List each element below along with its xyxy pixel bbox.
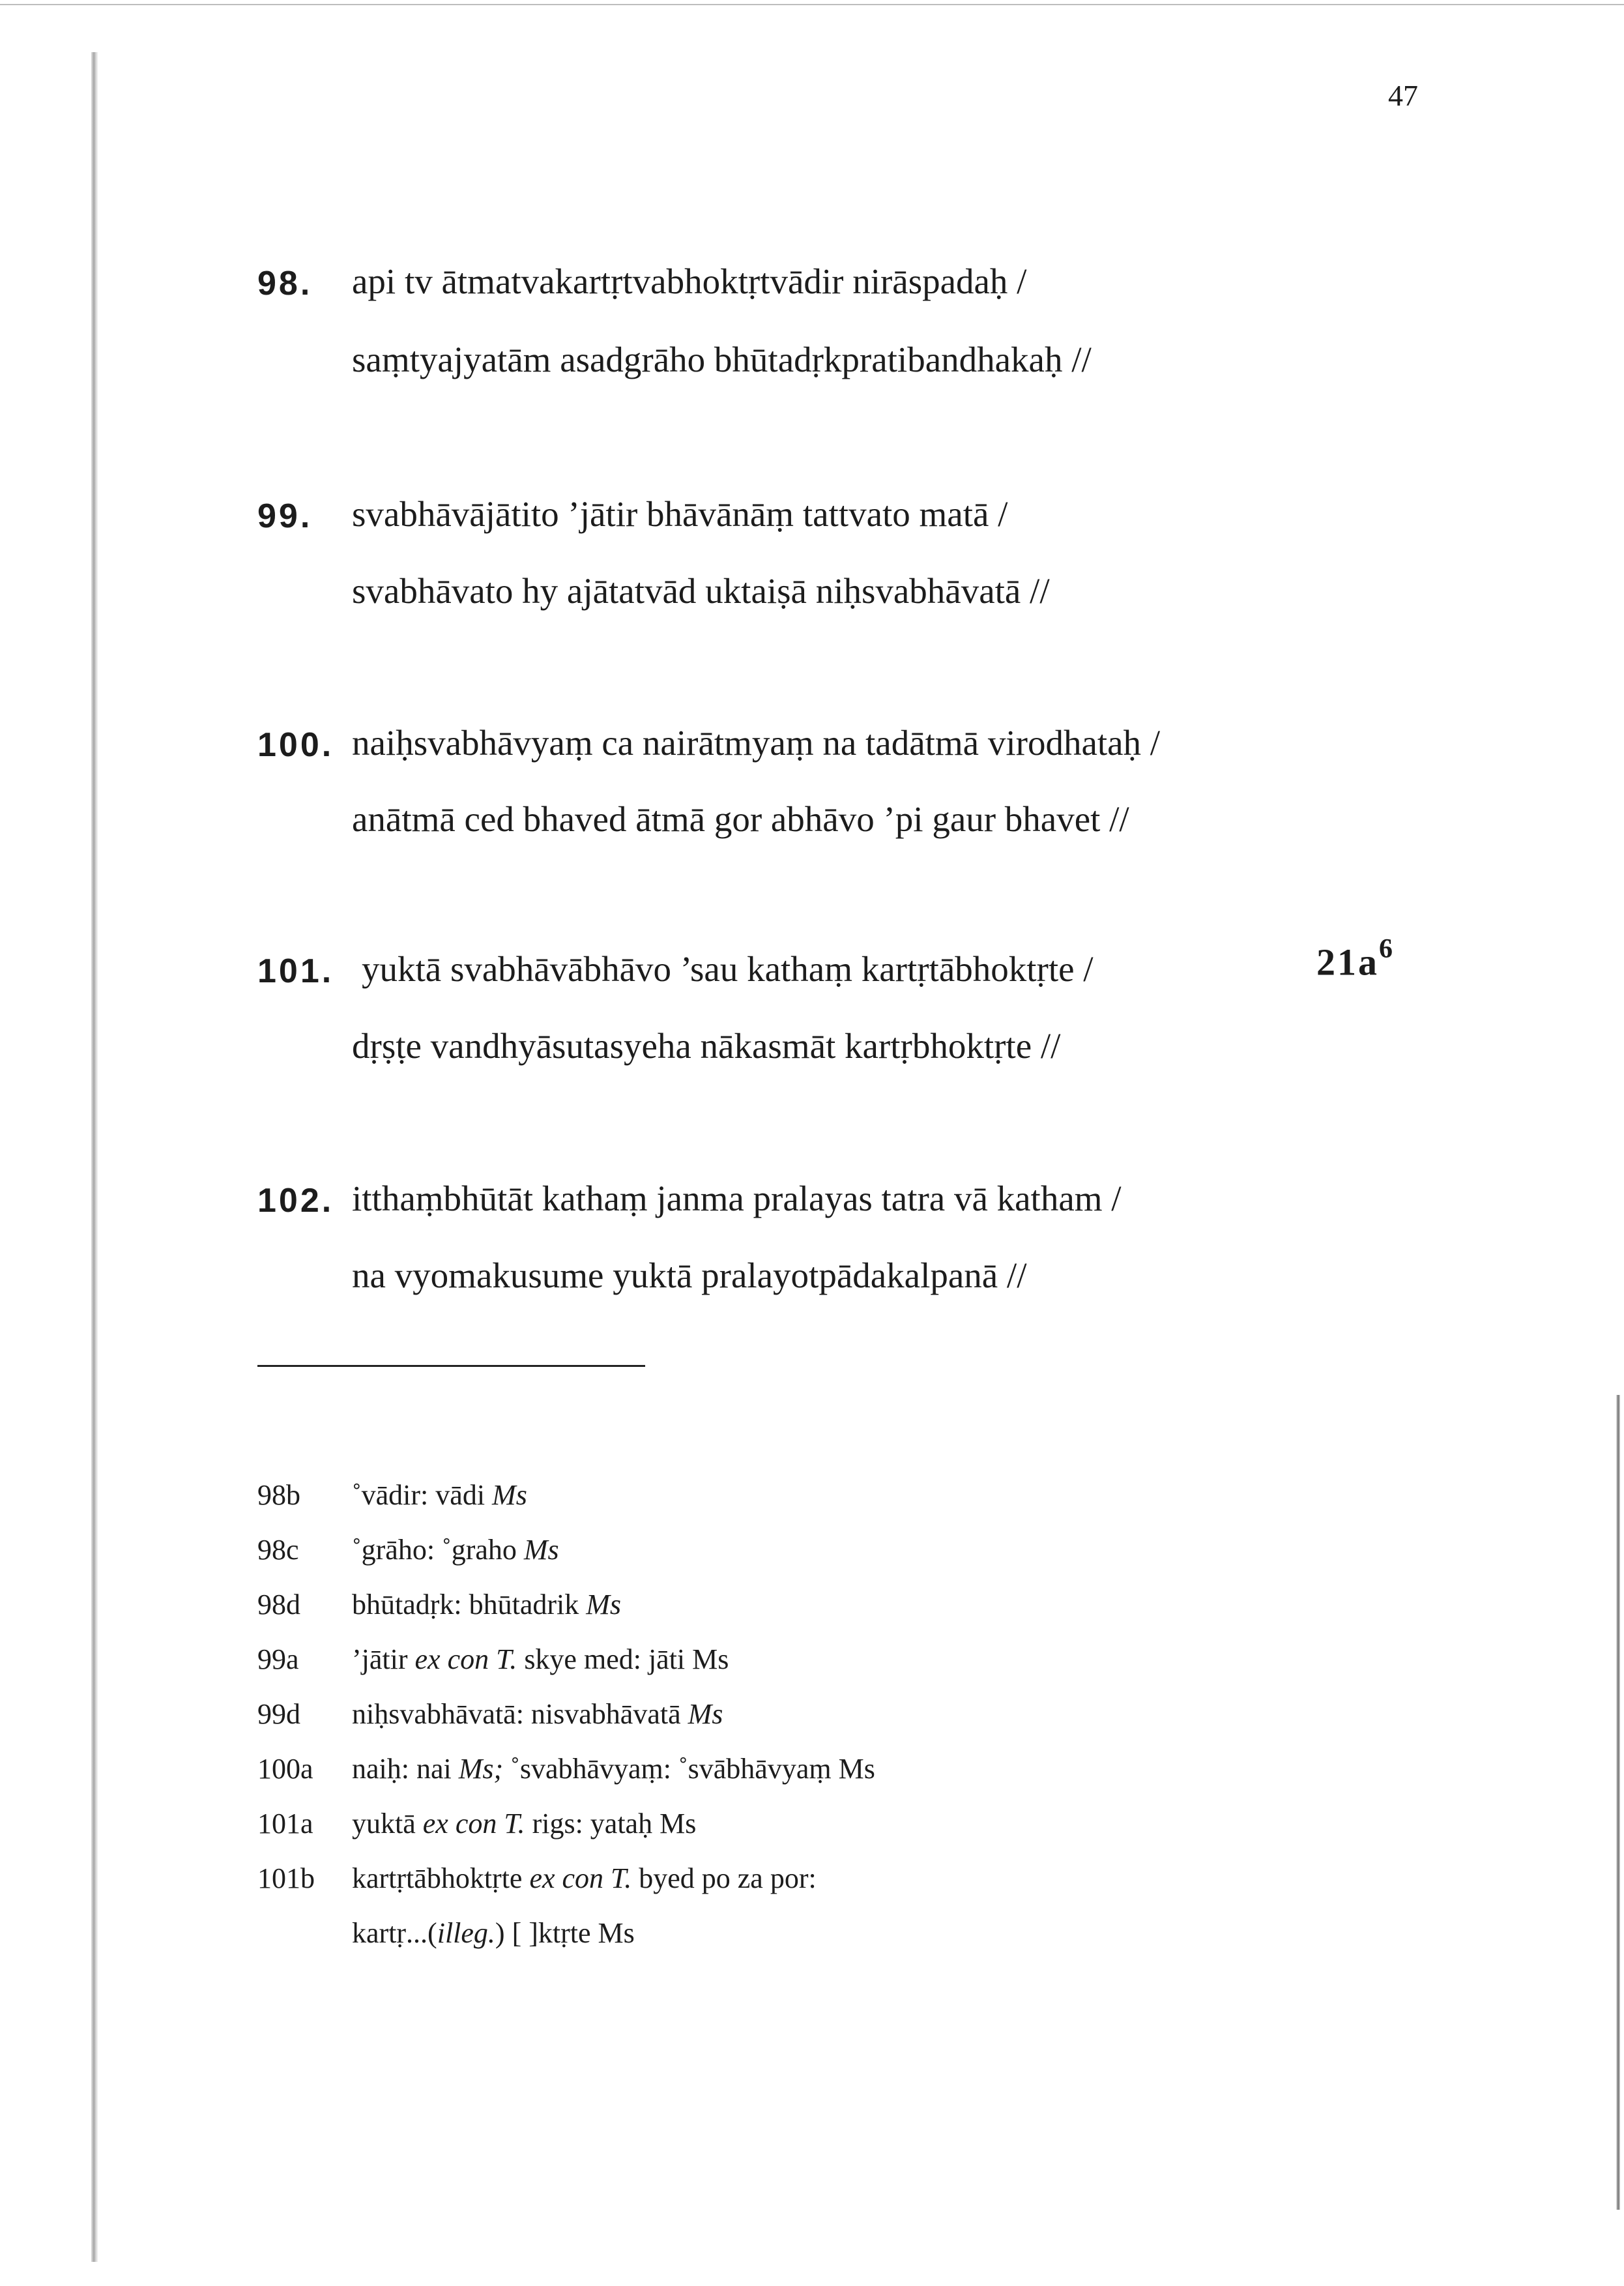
footnote-text: ’jātir ex con T. skye med: jāti Ms (352, 1643, 729, 1675)
scan-top-edge (0, 4, 1624, 5)
footnote-label: 98b (257, 1479, 300, 1511)
footnote-label: 101a (257, 1808, 313, 1839)
footnote-label: 99d (257, 1698, 300, 1730)
footnote-text: yuktā ex con T. rigs: yataḥ Ms (352, 1808, 697, 1839)
footnote-text: niḥsvabhāvatā: nisvabhāvatā Ms (352, 1698, 723, 1730)
folio-base: 21a (1316, 941, 1379, 984)
footnote-divider (257, 1365, 645, 1367)
verse-number: 98. (257, 265, 313, 302)
verse-line: itthaṃbhūtāt kathaṃ janma pralayas tatra vā katham / (352, 1179, 1122, 1218)
footnote-label: 98d (257, 1589, 300, 1620)
verse-number: 102. (257, 1182, 334, 1220)
folio-superscript: 6 (1379, 934, 1395, 964)
footnote-text: naiḥ: nai Ms; ˚svabhāvyaṃ: ˚svābhāvyaṃ Ms (352, 1753, 875, 1785)
footnote-label: 101b (257, 1862, 315, 1894)
verse-number: 101. (257, 952, 334, 990)
verse-line: na vyomakusume yuktā pralayotpādakalpanā // (352, 1255, 1027, 1295)
verse-line: yuktā svabhāvābhāvo ’sau kathaṃ kartṛtābhoktṛte / (362, 949, 1094, 989)
verse-line: svabhāvato hy ajātatvād uktaiṣā niḥsvabhāvatā // (352, 571, 1050, 611)
footnote-label: 99a (257, 1643, 299, 1675)
right-page-edge (1616, 1395, 1620, 2210)
verse-line: saṃtyajyatām asadgrāho bhūtadṛkpratibandhakaḥ // (352, 340, 1092, 379)
binding-shadow (91, 52, 98, 2262)
footnote-text: bhūtadṛk: bhūtadrik Ms (352, 1589, 622, 1620)
verse-line: anātmā ced bhaved ātmā gor abhāvo ’pi gaur bhavet // (352, 799, 1129, 839)
page-number: 47 (1388, 79, 1418, 112)
verse-line: svabhāvājātito ’jātir bhāvānāṃ tattvato matā / (352, 494, 1008, 534)
footnote-label: 98c (257, 1534, 299, 1566)
footnote-label: 100a (257, 1753, 313, 1785)
footnote-continuation: kartṛ...(illeg.) [ ]ktṛte Ms (352, 1917, 635, 1949)
footnote-text: ˚vādir: vādi Ms (352, 1479, 527, 1511)
folio-marker (1316, 934, 1395, 984)
verse-line: dṛṣṭe vandhyāsutasyeha nākasmāt kartṛbhoktṛte // (352, 1026, 1061, 1066)
verse-number: 100. (257, 726, 334, 764)
verse-line: api tv ātmatvakartṛtvabhoktṛtvādir nirāspadaḥ / (352, 261, 1027, 301)
footnote-text: ˚grāho: ˚graho Ms (352, 1534, 559, 1566)
verse-number: 99. (257, 497, 313, 535)
footnote-text: kartṛtābhoktṛte ex con T. byed po za por: (352, 1862, 817, 1894)
verse-line: naiḥsvabhāvyaṃ ca nairātmyaṃ na tadātmā virodhataḥ / (352, 723, 1161, 763)
